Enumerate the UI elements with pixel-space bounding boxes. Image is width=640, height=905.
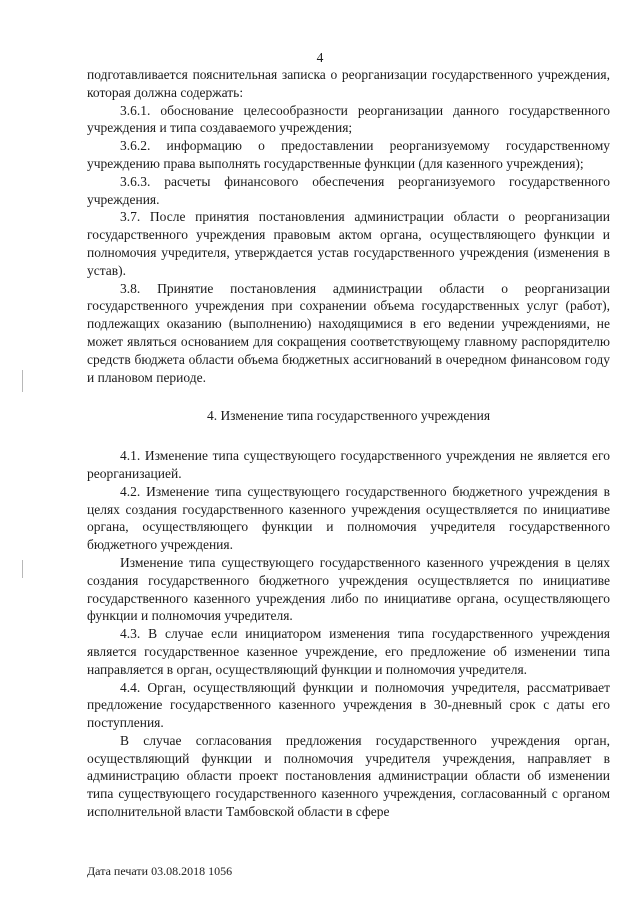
paragraph: Изменение типа существующего государственного казенного учреждения в целях создания государственного бюджетного учреждения осуществляется по инициативе государственного казенного учреждения либо по инициативе органа, осуществляющего функции и полномочия учредителя. [87,554,610,624]
section-heading: 4. Изменение типа государственного учреждения [206,408,491,424]
section-3-text [87,66,610,386]
section-4-text [87,447,610,821]
paragraph: 3.7. После принятия постановления администрации области о реорганизации государственного учреждения правовым актом органа, осуществляющего функции и полномочия учредителя, утверждается устав государственного учреждения (изменения в устав). [87,209,610,278]
paragraph: 3.6.3. расчеты финансового обеспечения реорганизуемого государственного учреждения. [87,173,610,207]
paragraph: 3.6.1. обоснование целесообразности реорганизации данного государственного учреждения и типа создаваемого учреждения; [87,102,610,136]
paragraph: 3.8. Принятие постановления администрации области о реорганизации государственного учреждения при сохранении объема государственных услуг (работ), подлежащих оказанию (выполнению) находящимися в его ведении учреждениями, не может являться основанием для сокращения соответствующему главному распорядителю средств бюджета области объема бюджетных ассигнований в очередном финансовом году и плановом периоде. [87,280,610,385]
paragraph: 4.1. Изменение типа существующего государственного учреждения не является его реорганизацией. [87,448,610,481]
paragraph: 4.3. В случае если инициатором изменения типа государственного учреждения является государственное казенное учреждение, его предложение об изменении типа направляется в орган, осуществляющий функции и полномочия учредителя. [87,626,610,677]
paragraph: 3.6.2. информацию о предоставлении реорганизуемому государственному учреждению права выполнять государственные функции (для казенного учреждения); [87,138,610,171]
paragraph: 4.2. Изменение типа существующего государственного бюджетного учреждения в целях создания государственного казенного учреждения осуществляется по инициативе органа, осуществляющего функции и полномочия учредителя государственного бюджетного учреждения. [87,483,610,553]
document-body [87,66,610,821]
page-number: 4 [316,50,324,65]
scan-margin-mark [22,560,23,578]
paragraph: 4.4. Орган, осуществляющий функции и полномочия учредителя, рассматривает предложение государственного казенного учреждения в 30-дневный срок с даты его поступления. [87,679,610,731]
print-date: Дата печати 03.08.2018 1056 [87,864,233,878]
paragraph: В случае согласования предложения государственного учреждения орган, осуществляющий функции и полномочия учредителя учреждения, направляет в администрацию области проект постановления администрации области об изменении типа существующего государственного казенного учреждения, согласованный с органом исполнительной власти Тамбовской области в сфере [87,732,610,820]
scan-margin-mark [22,370,23,392]
paragraph: подготавливается пояснительная записка о реорганизации государственного учреждения, которая должна содержать: [87,67,610,100]
